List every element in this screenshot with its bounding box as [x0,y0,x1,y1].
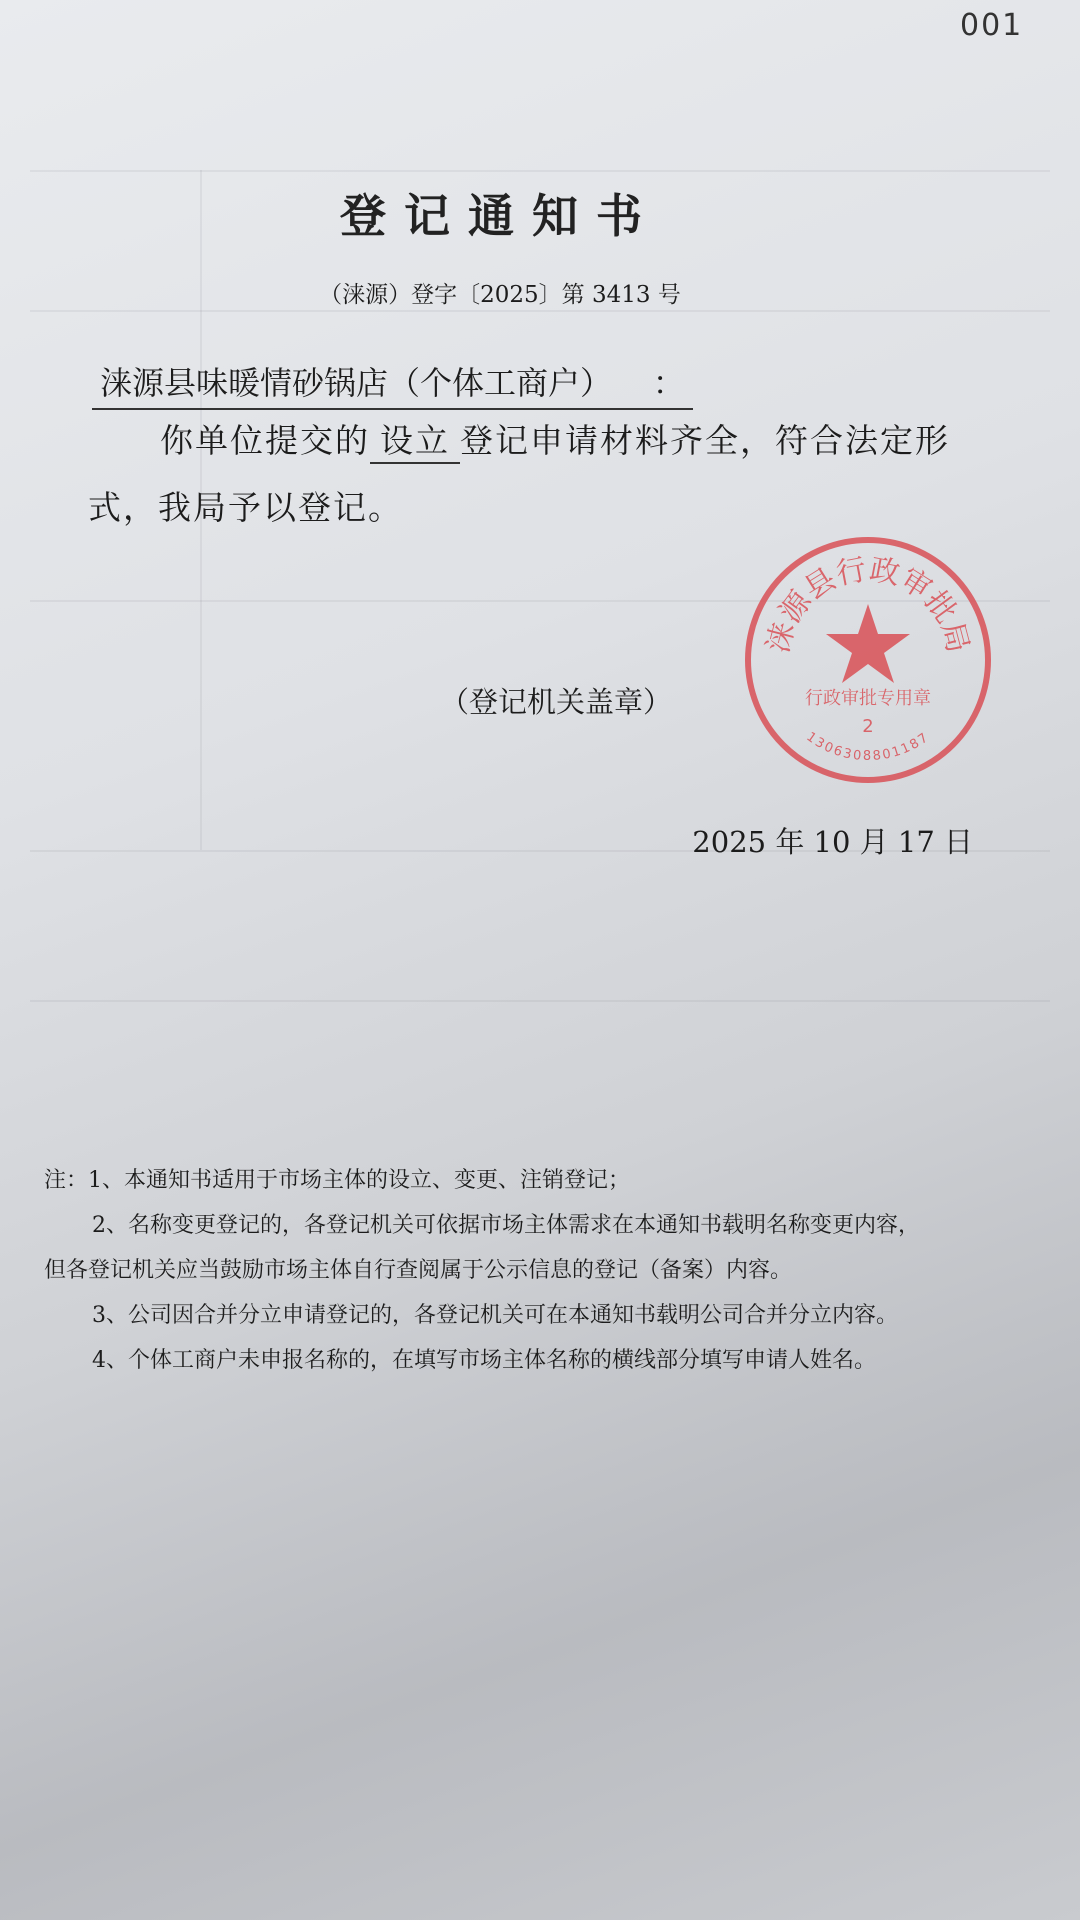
star-icon [826,604,910,683]
addressee-name-text: 涞源县味暖情砂锅店（个体工商户） [100,364,613,402]
show-through-line [30,310,1050,312]
note-2-continued: 但各登记机关应当鼓励市场主体自行查阅属于公示信息的登记（备案）内容。 [44,1258,793,1283]
show-through-line [30,170,1050,172]
body-line-2: 式，我局予以登记。 [88,488,403,527]
stamp-number: 2 [862,716,874,737]
document-number: （涞源）登字〔2025〕第 3413 号 [319,282,681,308]
handwritten-page-number: 001 [960,8,1024,43]
stamp-code: 1306308801187 [803,729,933,765]
note-1: 注：1、本通知书适用于市场主体的设立、变更、注销登记； [44,1168,630,1193]
addressee-colon: ： [652,364,685,402]
issue-date: 2025 年 10 月 17 日 [692,825,973,859]
addressee-name [92,358,693,410]
body-suffix: 登记申请材料齐全，符合法定形 [460,421,950,460]
stamp-outer-text: 涞源县行政审批局 [760,552,976,657]
addressee-line [92,358,693,410]
notes-section [44,1158,920,1383]
show-through-line [30,1000,1050,1002]
note-3: 3、公司因合并分立申请登记的，各登记机关可在本通知书载明公司合并分立内容。 [92,1303,898,1328]
registration-type: 设立 [370,415,460,464]
body-prefix: 你单位提交的 [160,421,370,460]
stamp-inner-text: 行政审批专用章 [805,688,931,709]
body-line-1 [160,415,950,464]
document-title: 登记通知书 [340,189,660,243]
note-4: 4、个体工商户未申报名称的，在填写市场主体名称的横线部分填写申请人姓名。 [92,1348,876,1373]
official-seal-stamp [740,532,996,788]
note-2: 2、名称变更登记的，各登记机关可依据市场主体需求在本通知书载明名称变更内容， [92,1213,920,1238]
seal-label: （登记机关盖章） [440,685,673,719]
